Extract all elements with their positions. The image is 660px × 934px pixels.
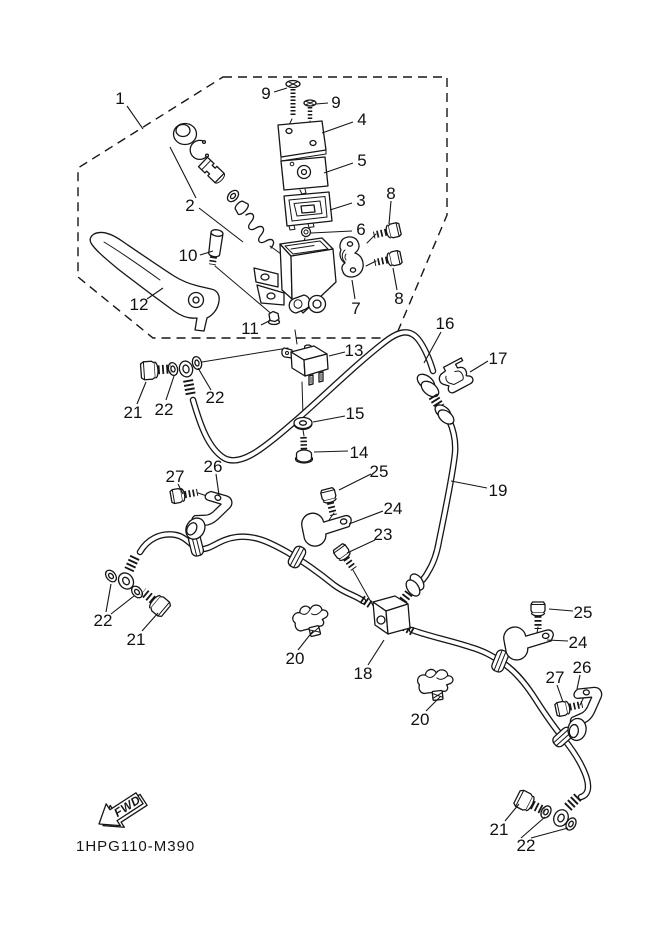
callout-11-12: 11 [241,319,259,338]
part-nut-11 [269,312,280,325]
callout-21-25: 21 [489,820,509,839]
callout-1-0: 1 [115,89,125,108]
callout-5-4: 5 [357,151,367,170]
callout-9-10: 9 [331,93,341,112]
part-ring-6 [302,228,311,237]
callout-4-3: 4 [357,110,367,129]
fwd-label: FWD [111,792,144,820]
callout-7-6: 7 [351,299,361,318]
callout-13-14: 13 [344,341,364,360]
callout-12-13: 12 [129,295,149,314]
callout-22-28: 22 [93,611,113,630]
callout-25-33: 25 [369,462,389,481]
callout-16-17: 16 [435,314,455,333]
callout-19-20: 19 [488,481,508,500]
callout-15-16: 15 [345,404,365,423]
callout-24-32: 24 [568,633,588,652]
callout-20-22: 20 [410,710,430,729]
callout-27-38: 27 [545,668,565,687]
callout-6-5: 6 [356,220,366,239]
callout-22-27: 22 [205,388,225,407]
callout-22-26: 22 [154,400,174,419]
callout-21-23: 21 [123,403,143,422]
callout-24-31: 24 [383,499,403,518]
callout-26-35: 26 [203,457,223,476]
callout-20-21: 20 [285,649,305,668]
callout-21-24: 21 [126,630,146,649]
part-washer-15 [294,418,312,430]
callout-25-34: 25 [573,603,593,622]
callout-23-30: 23 [373,525,393,544]
callout-2-1: 2 [185,196,195,215]
callout-10-11: 10 [178,246,198,265]
callout-22-29: 22 [516,836,536,855]
callout-26-36: 26 [572,658,592,677]
callout-9-9: 9 [261,84,271,103]
callout-8-7: 8 [386,184,396,203]
callout-14-15: 14 [349,443,369,462]
callout-8-8: 8 [394,289,404,308]
diagram-code: 1HPG110-M390 [76,838,196,855]
callout-17-18: 17 [488,349,508,368]
callout-18-19: 18 [353,664,373,683]
callout-3-2: 3 [356,191,366,210]
callout-27-37: 27 [165,467,185,486]
